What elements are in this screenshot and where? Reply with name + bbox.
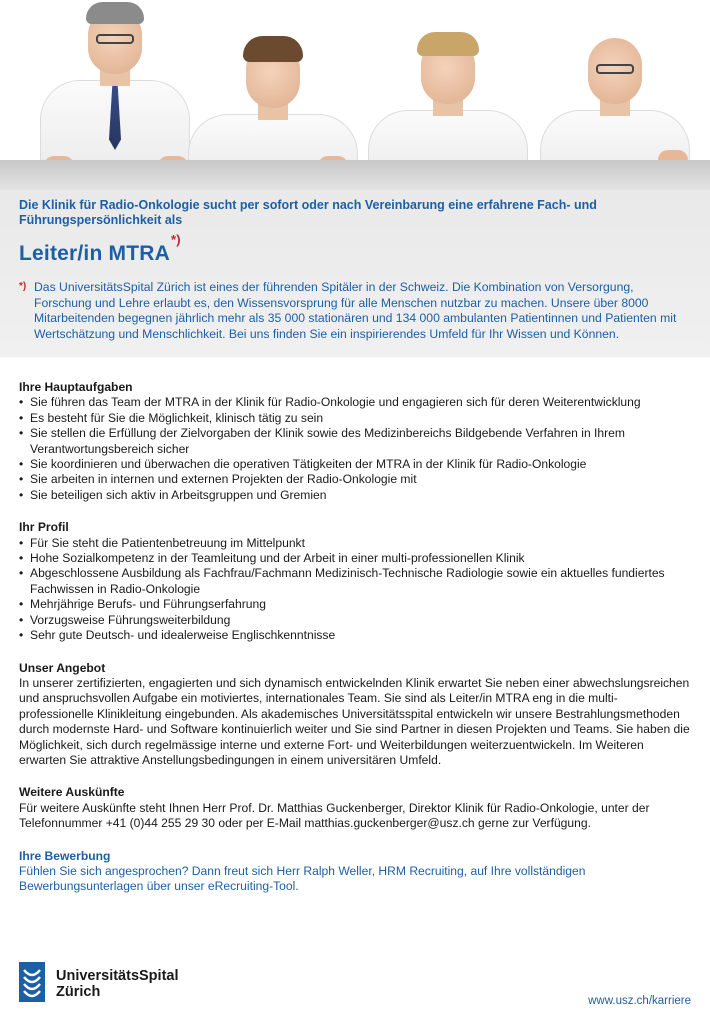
job-title <box>19 232 181 266</box>
list-item: • Sie führen das Team der MTRA in der Klinik für Radio-Onkologie und engagieren sich für deren Weiterentwicklung <box>19 395 691 410</box>
intro-band-top <box>0 160 710 190</box>
intro-text: Das UniversitätsSpital Zürich ist eines der führenden Spitäler in der Schweiz. Die Kombination von Versorgung, Forschung und Lehre erlaubt es, den Wissensvorsprung für alle Menschen nutzbar zu machen. Unsere über 8000 Mitarbeitenden begegnen jährlich mehr als 35 000 stationären und 134 000 ambulanten Patientinnen und Patienten mit Wertschätzung und Menschlichkeit. Bei uns finden Sie ein inspirierendes Umfeld für Ihr Wissen und Können. <box>34 280 677 341</box>
logo-line-2: Zürich <box>56 984 101 1000</box>
intro-lead: Die Klinik für Radio-Onkologie sucht per sofort oder nach Vereinbarung eine erfahrene Fach- und Führungspersönlichkeit als <box>19 198 597 227</box>
career-link[interactable]: www.usz.ch/karriere <box>588 995 691 1007</box>
job-title-mark: *) <box>170 232 181 247</box>
main-content <box>19 380 691 912</box>
list-item: • Sehr gute Deutsch- und idealerweise Englischkenntnisse <box>19 628 691 643</box>
logo-line-1: UniversitätsSpital <box>56 968 179 984</box>
list-item: • Sie koordinieren und überwachen die operativen Tätigkeiten der MTRA in der Klinik für Radio-Onkologie <box>19 457 691 472</box>
footnote-mark: *) <box>19 281 27 292</box>
section-auskuenfte <box>19 785 691 831</box>
section-heading: Weitere Auskünfte <box>19 785 125 800</box>
section-profil <box>19 520 691 643</box>
section-heading: Ihre Hauptaufgaben <box>19 380 133 394</box>
list-item: • Sie beteiligen sich aktiv in Arbeitsgruppen und Gremien <box>19 488 691 503</box>
section-text: In unserer zertifizierten, engagierten und sich dynamisch entwickelnden Klinik erwartet Sie neben einer abwechslungsreichen und anspruchsvollen Aufgabe ein motiviertes, internationales Team. Sie sind als Leiter/in MTRA eng in die multi-professionelle Klinikleitung eingebunden. Als akademisches Universitätsspital entwickeln wir unsere Bestrahlungsmethoden durch modernste Hard- und Software kontinuierlich weiter und Sie sind Partner in diesen Projekten und Teams. Sie haben die Möglichkeit, sich durch regelmässige interne und externe Fort- und Weiterbildungen weiterzuentwickeln. Im Weiteren erwarten Sie attraktive Anstellungsbedingungen in einem universitären Umfeld. <box>19 675 690 767</box>
list-item: • Mehrjährige Berufs- und Führungserfahrung <box>19 597 691 612</box>
section-heading: Ihr Profil <box>19 520 69 535</box>
logo-wordmark <box>56 968 179 1000</box>
section-angebot <box>19 661 691 769</box>
task-list <box>19 395 691 503</box>
list-item: • Hohe Sozialkompetenz in der Teamleitung und der Arbeit in einer multi-professionellen Klinik <box>19 551 691 566</box>
section-text: Fühlen Sie sich angesprochen? Dann freut sich Herr Ralph Weller, HRM Recruiting, auf Ihre vollständigen Bewerbungsunterlagen über unser eRecruiting-Tool. <box>19 863 586 894</box>
list-item: • Sie stellen die Erfüllung der Zielvorgaben der Klinik sowie des Medizinbereichs Bildgebende Verfahren in Ihrem Verantwortungsbereich sicher <box>19 426 691 457</box>
list-item: • Für Sie steht die Patientenbetreuung im Mittelpunkt <box>19 536 691 551</box>
section-bewerbung <box>19 849 691 895</box>
job-title-text: Leiter/in MTRA <box>19 242 170 265</box>
list-item: • Sie arbeiten in internen und externen Projekten der Radio-Onkologie mit <box>19 472 691 487</box>
section-heading: Ihre Bewerbung <box>19 848 111 863</box>
section-heading: Unser Angebot <box>19 660 106 675</box>
list-item: • Abgeschlossene Ausbildung als Fachfrau/Fachmann Medizinisch-Technische Radiologie sowie ein aktuelles fundiertes Fachwissen in Radio-Onkologie <box>19 566 691 597</box>
list-item: • Es besteht für Sie die Möglichkeit, klinisch tätig zu sein <box>19 411 691 426</box>
section-hauptaufgaben <box>19 380 691 503</box>
usz-logo-icon <box>19 962 45 1002</box>
list-item: • Vorzugsweise Führungsweiterbildung <box>19 613 691 628</box>
section-text: Für weitere Auskünfte steht Ihnen Herr Prof. Dr. Matthias Guckenberger, Direktor Klinik für Radio-Onkologie, unter der Telefonnummer +41 (0)44 255 29 30 oder per E-Mail matthias.guckenberger@usz.ch gerne zur Verfügung. <box>19 800 650 831</box>
profile-list <box>19 536 691 644</box>
